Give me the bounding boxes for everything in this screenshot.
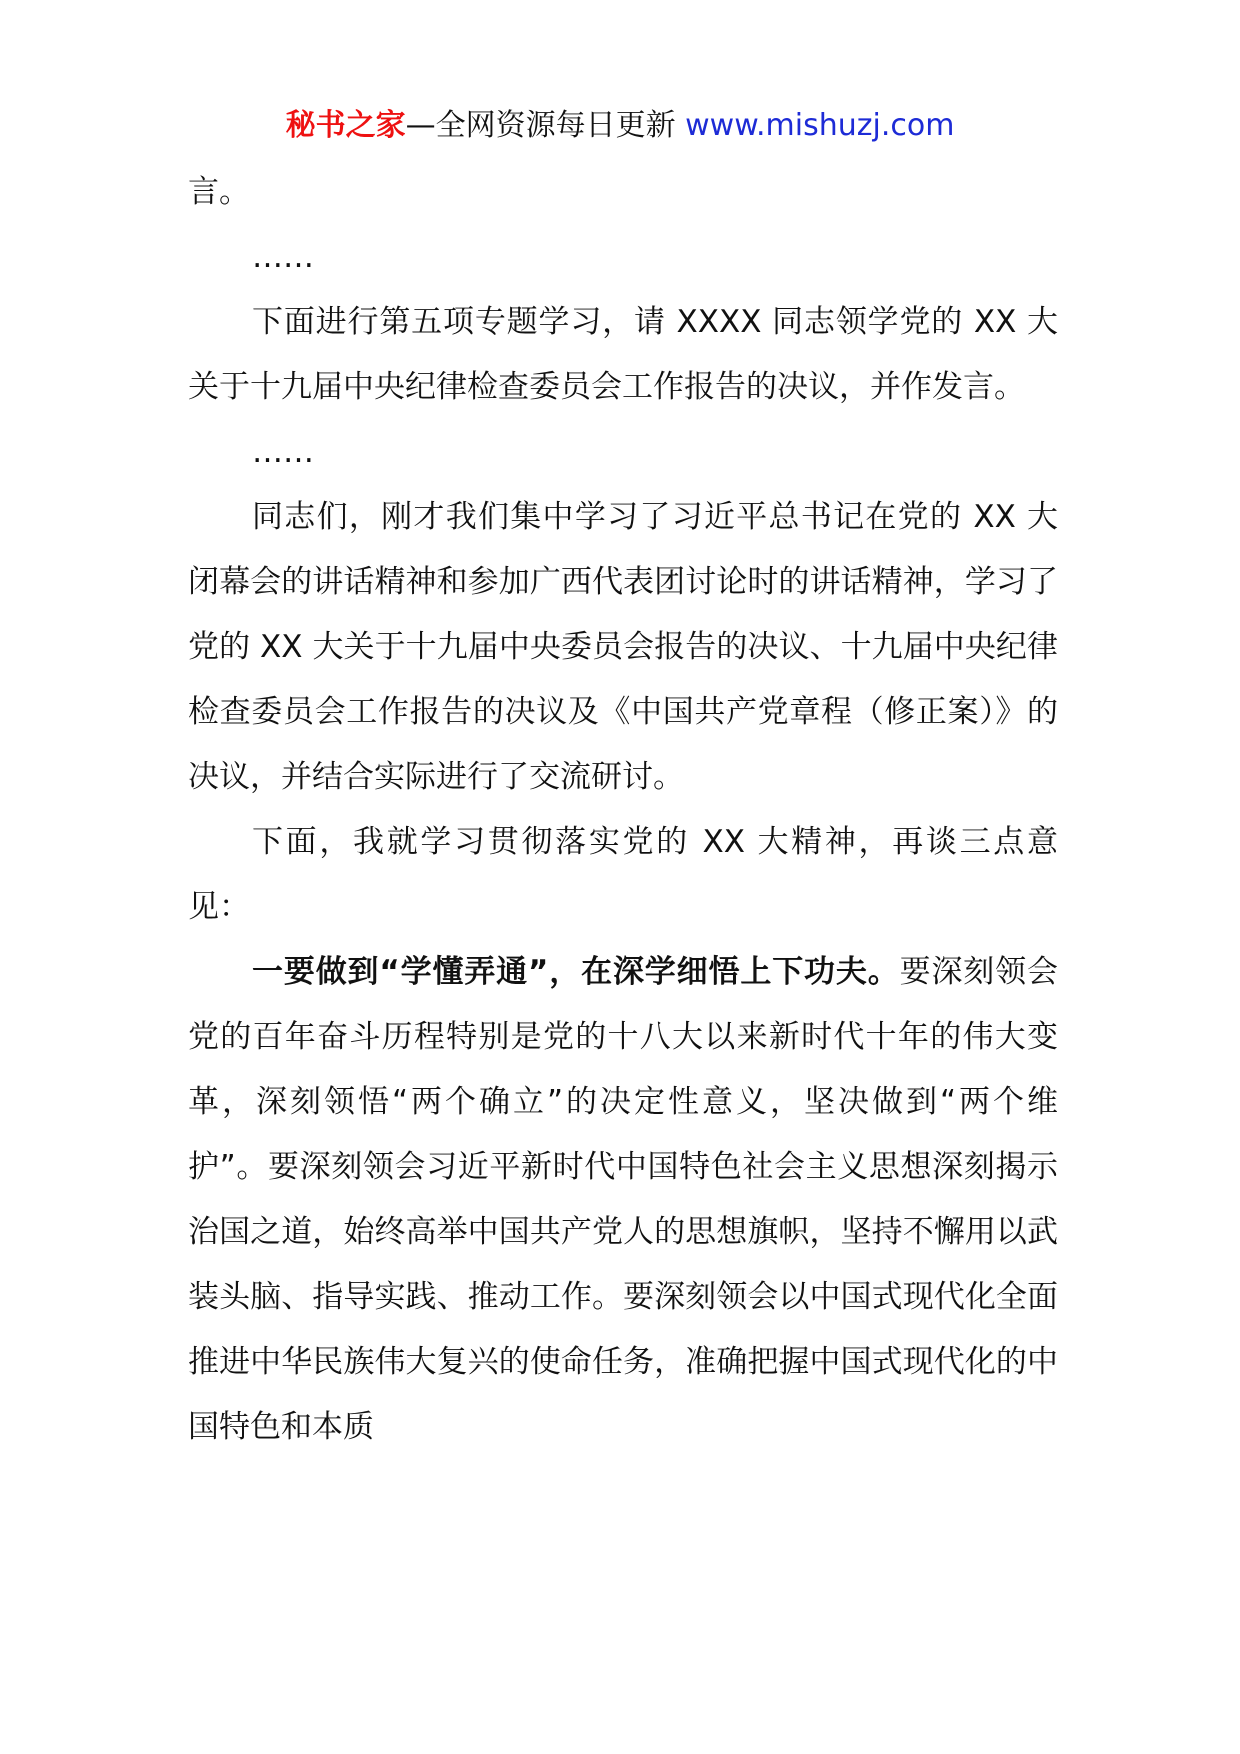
- paragraph-point-one: [188, 940, 1058, 1460]
- paragraph-ellipsis: ……: [252, 239, 314, 275]
- paragraph-summary: 同志们，刚才我们集中学习了习近平总书记在党的 XX 大闭幕会的讲话精神和参加广西代表团讨论时的讲话精神，学习了党的 XX 大关于十九届中央委员会报告的决议、十九届中央纪律检查委员会工作报告的决议及《中国共产党章程（修正案）》的决议，并结合实际进行了交流研讨。: [188, 499, 1058, 795]
- paragraph-ellipsis: ……: [252, 434, 314, 470]
- paragraph-continuation: 言。: [188, 174, 250, 210]
- paragraph-three-points-intro: 下面，我就学习贯彻落实党的 XX 大精神，再谈三点意见：: [188, 824, 1058, 925]
- paragraph-study-item-five: 下面进行第五项专题学习，请 XXXX 同志领学党的 XX 大关于十九届中央纪律检查委员会工作报告的决议，并作发言。: [188, 304, 1058, 405]
- point-one-body: 要深刻领会党的百年奋斗历程特别是党的十八大以来新时代十年的伟大变革，深刻领悟“两个确立”的决定性意义，坚决做到“两个维护”。要深刻领会习近平新时代中国特色社会主义思想深刻揭示治国之道，始终高举中国共产党人的思想旗帜，坚持不懈用以武装头脑、指导实践、推动工作。要深刻领会以中国式现代化全面推进中华民族伟大复兴的使命任务，准确把握中国式现代化的中国特色和本质: [188, 954, 1059, 1445]
- header-brand: 秘书之家: [285, 108, 406, 143]
- header-tagline: —全网资源每日更新: [405, 108, 686, 143]
- document-body: [188, 160, 1058, 1460]
- header-url-link[interactable]: www.mishuzj.com: [685, 108, 955, 143]
- point-one-heading: 一要做到“学懂弄通”，在深学细悟上下功夫。: [252, 954, 900, 990]
- page-header: [0, 98, 1240, 154]
